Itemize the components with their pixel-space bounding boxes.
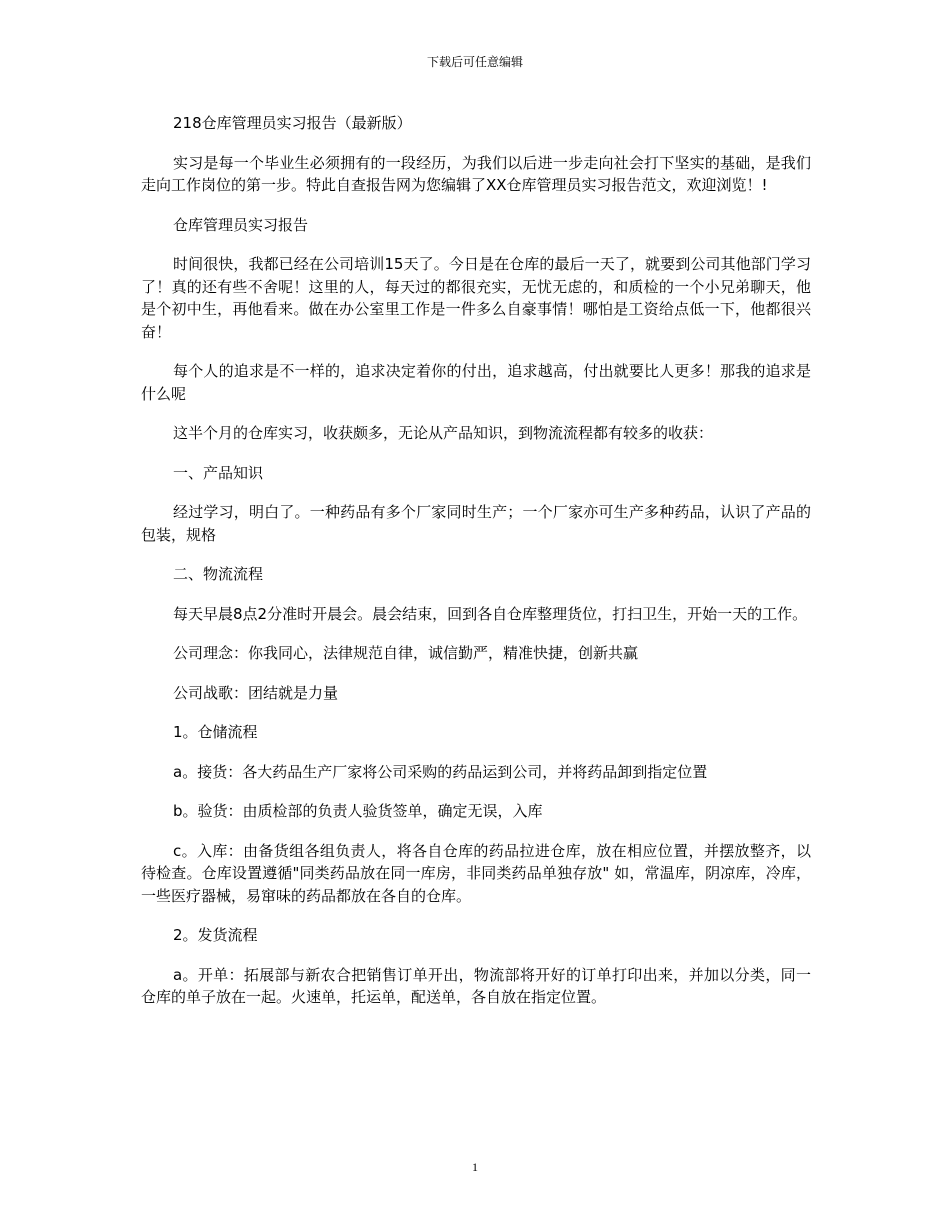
body-paragraph: 经过学习，明白了。一种药品有多个厂家同时生产；一个厂家亦可生产多种药品，认识了产品的包装，规格 [141, 503, 811, 544]
body-paragraph: 这半个月的仓库实习，收获颇多，无论从产品知识，到物流流程都有较多的收获： [173, 424, 714, 442]
section-heading: 一、产品知识 [173, 463, 264, 482]
body-paragraph: 每个人的追求是不一样的，追求决定着你的付出，追求越高，付出就要比人更多！那我的追求是什么呢 [141, 362, 811, 403]
body-paragraph: 公司理念：你我同心，法律规范自律，诚信勤严，精准快捷，创新共赢 [173, 644, 639, 662]
body-paragraph: 每天早晨8点2分准时开晨会。晨会结束，回到各自仓库整理货位，打扫卫生，开始一天的工作。 [173, 604, 808, 623]
page-header: 下载后可任意编辑 [426, 55, 523, 69]
subsection-heading: 2。发货流程 [173, 926, 258, 944]
report-heading: 仓库管理员实习报告 [173, 215, 309, 234]
intro-paragraph: 实习是每一个毕业生必须拥有的一段经历，为我们以后进一步走向社会打下坚实的基础，是我们走向工作岗位的第一步。特此自查报告网为您编辑了XX仓库管理员实习报告范文，欢迎浏览！! [141, 153, 811, 194]
list-item: c。入库：由备货组各组负责人，将各自仓库的药品拉进仓库，放在相应位置，并摆放整齐，以待检查。仓库设置遵循"同类药品放在同一库房，非同类药品单独存放" 如，常温库，阴凉库，冷库，一些医疗器械，易窜味的药品都放在各自的仓库。 [141, 841, 811, 905]
document-title: 218仓库管理员实习报告（最新版） [173, 114, 412, 132]
section-heading: 二、物流流程 [173, 565, 264, 583]
list-item: b。验货：由质检部的负责人验货签单，确定无误，入库 [173, 802, 543, 820]
body-paragraph: 公司战歌：团结就是力量 [173, 683, 339, 702]
body-paragraph: 时间很快，我都已经在公司培训15天了。今日是在仓库的最后一天了，就要到公司其他部门学习了！真的还有些不舍呢！这里的人，每天过的都很充实，无忧无虑的，和质检的一个小兄弟聊天，他是个初中生，再他看来。做在办公室里工作是一件多么自豪事情！哪怕是工资给点低一下，他都很兴奋！ [141, 255, 811, 341]
document-body [141, 112, 811, 1026]
list-item: a。开单：拓展部与新农合把销售订单开出，物流部将开好的订单打印出来，并加以分类，同一仓库的单子放在一起。火速单，托运单，配送单，各自放在指定位置。 [141, 965, 811, 1006]
page-number: 1 [472, 1160, 478, 1174]
subsection-heading: 1。仓储流程 [173, 723, 258, 741]
list-item: a。接货：各大药品生产厂家将公司采购的药品运到公司，并将药品卸到指定位置 [173, 762, 708, 781]
